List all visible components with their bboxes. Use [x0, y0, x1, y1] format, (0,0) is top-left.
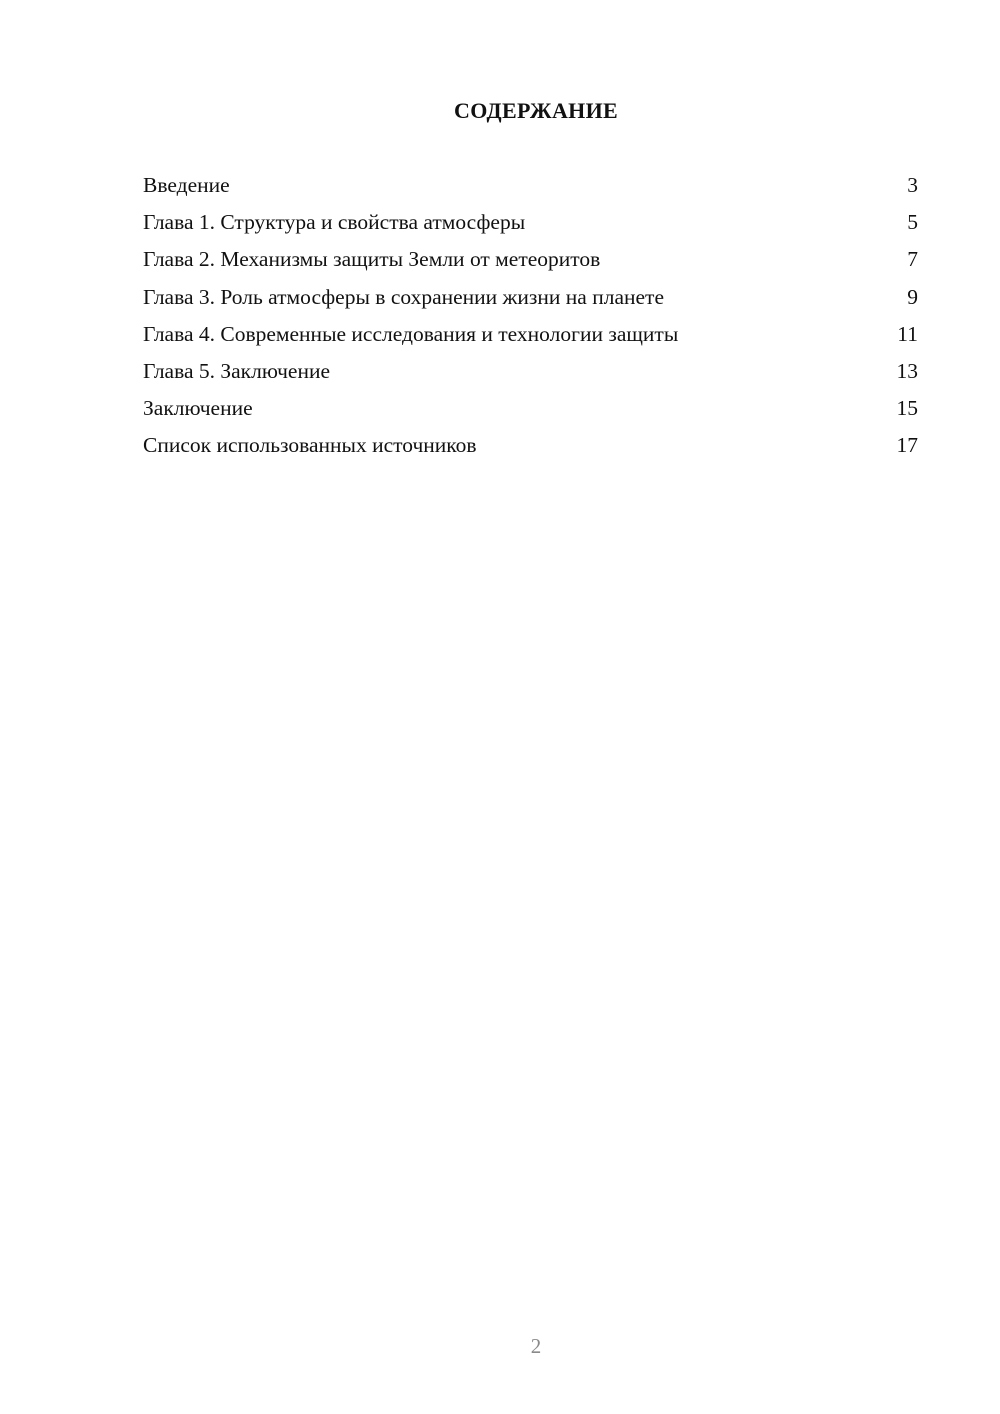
toc-entry-page: 5: [907, 210, 918, 235]
toc-entry-chapter-3[interactable]: [143, 279, 918, 316]
toc-entry-label: Глава 5. Заключение: [143, 358, 331, 383]
toc-entry-introduction[interactable]: [143, 167, 918, 204]
toc-entry-label: Глава 4. Современные исследования и технологии защиты: [143, 321, 679, 346]
toc-entry-chapter-1[interactable]: [143, 204, 918, 241]
toc-entry-page: 17: [896, 433, 918, 458]
toc-entry-references[interactable]: [143, 427, 918, 464]
page-title: СОДЕРЖАНИЕ: [454, 98, 618, 123]
toc-entry-chapter-4[interactable]: [143, 316, 918, 353]
toc-entry-page: 9: [907, 284, 918, 309]
toc-entry-label: Глава 3. Роль атмосферы в сохранении жизни на планете: [143, 284, 664, 309]
toc-entry-label: Введение: [143, 173, 230, 197]
toc-entry-conclusion[interactable]: [143, 390, 918, 427]
toc-entry-chapter-2[interactable]: [143, 241, 918, 278]
toc-entry-page: 3: [907, 173, 918, 197]
toc-entry-label: Глава 1. Структура и свойства атмосферы: [143, 210, 526, 235]
toc-entry-label: Заключение: [143, 396, 253, 421]
table-of-contents: [143, 167, 918, 465]
toc-entry-page: 7: [907, 247, 918, 272]
toc-entry-label: Список использованных источников: [143, 433, 477, 458]
toc-entry-label: Глава 2. Механизмы защиты Земли от метеоритов: [143, 247, 601, 272]
toc-entry-page: 13: [896, 358, 918, 383]
toc-entry-chapter-5[interactable]: [143, 353, 918, 390]
toc-entry-page: 15: [896, 396, 918, 421]
toc-entry-page: 11: [897, 321, 918, 346]
page-number: 2: [530, 1334, 542, 1358]
